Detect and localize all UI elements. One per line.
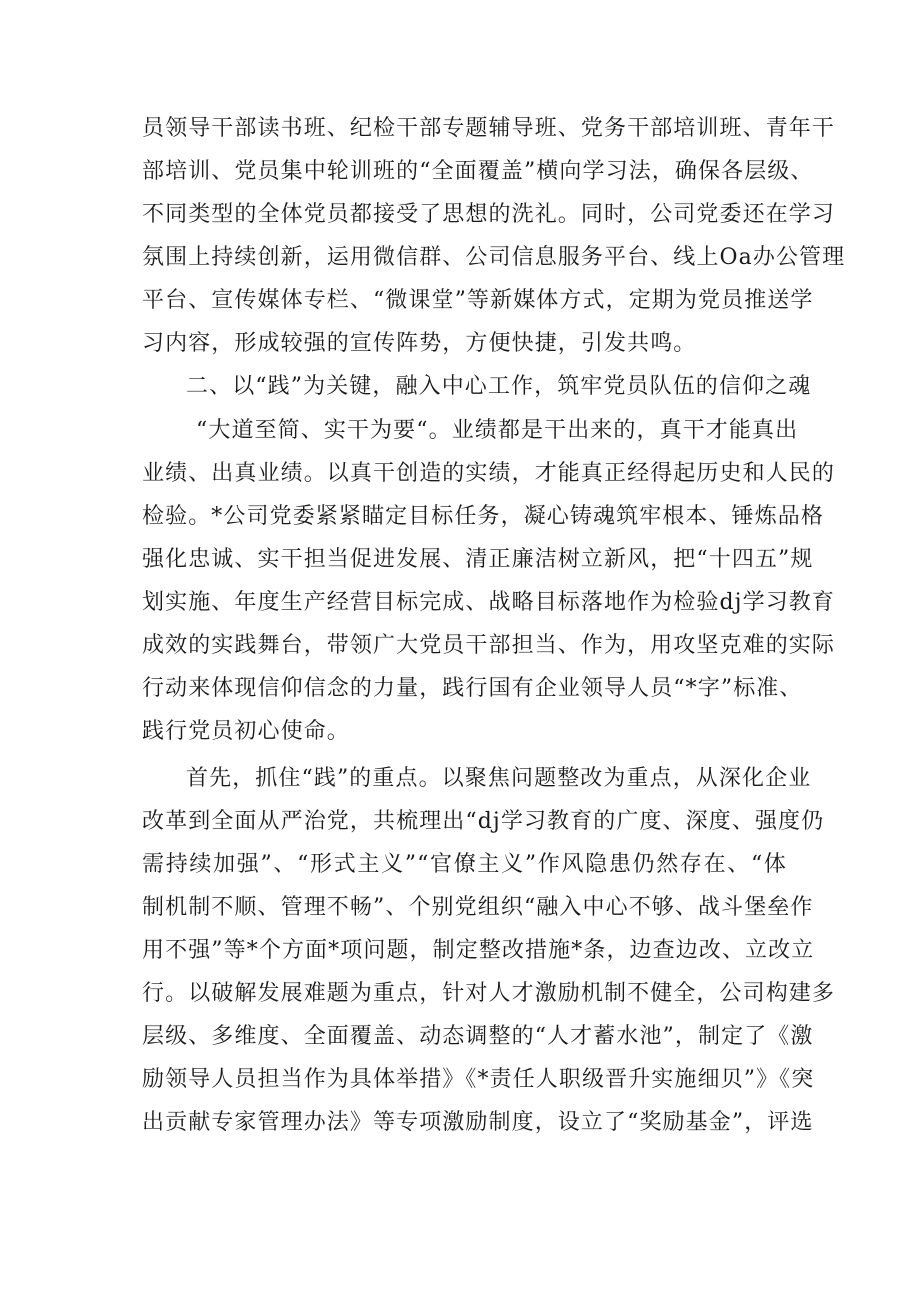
text-line: 制机制不顺、管理不畅”、个别党组织“融入中心不够、战斗堡垒作: [142, 895, 814, 920]
text-line: 习内容，形成较强的宣传阵势，方便快捷，引发共鸣。: [142, 331, 697, 356]
text-line: 首先，抓住“践”的重点。以聚焦问题整改为重点，从深化企业: [186, 766, 812, 791]
text-line: 改革到全面从严治党，共梳理出“dj学习教育的广度、深度、强度仍: [142, 809, 825, 834]
text-line: “大道至简、实干为要“。业绩都是干出来的，真干才能真出: [196, 418, 799, 443]
text-line: 需持续加强”、“形式主义”“官僚主义”作风隐患仍然存在、“体: [142, 852, 787, 877]
text-line: 励领导人员担当作为具体举措》《*责任人职级晋升实施细贝”》《突: [142, 1067, 815, 1092]
text-line: 行。以破解发展难题为重点，针对人才激励机制不健全，公司构建多: [142, 981, 836, 1006]
text-line: 平台、宣传媒体专栏、“微课堂”等新媒体方式，定期为党员推送学: [142, 288, 814, 313]
text-line: 氛围上持续创新，运用微信群、公司信息服务平台、线上Oa办公管理: [142, 245, 846, 270]
text-line: 层级、多维度、全面覆盖、动态调整的“人才蓄水池”，制定了《激: [142, 1024, 814, 1049]
text-line: 成效的实践舞台，带领广大党员干部担当、作为，用攻坚克难的实际: [142, 633, 836, 658]
text-line: 检验。*公司党委紧紧瞄定目标任务，凝心铸魂筑牢根本、锤炼品格: [142, 504, 825, 529]
text-line: 行动来体现信仰信念的力量，践行国有企业领导人员“*字”标准、: [142, 676, 803, 701]
text-line: 强化忠诚、实干担当促进发展、清正廉洁树立新风，把“十四五”规: [142, 547, 814, 572]
text-line: 不同类型的全体党员都接受了思想的洗礼。同时，公司党委还在学习: [142, 202, 836, 227]
text-line: 员领导干部读书班、纪检干部专题辅导班、党务干部培训班、青年干: [142, 116, 836, 141]
text-line: 划实施、年度生产经营目标完成、战略目标落地作为检验dj学习教育: [142, 590, 836, 615]
text-line: 业绩、出真业绩。以真干创造的实绩，才能真正经得起历史和人民的: [142, 461, 836, 486]
text-line: 部培训、党员集中轮训班的“全面覆盖”横向学习法，确保各层级、: [142, 159, 814, 184]
section-heading: 二、以“践”为关键，融入中心工作，筑牢党员队伍的信仰之魂: [186, 374, 812, 399]
text-line: 用不强”等*个方面*项问题，制定整改措施*条，边查边改、立改立: [142, 938, 815, 963]
text-line: 出贡献专家管理办法》等专项激励制度，设立了“奖励基金”，评选: [142, 1110, 814, 1135]
text-line: 践行党员初心使命。: [142, 719, 350, 744]
